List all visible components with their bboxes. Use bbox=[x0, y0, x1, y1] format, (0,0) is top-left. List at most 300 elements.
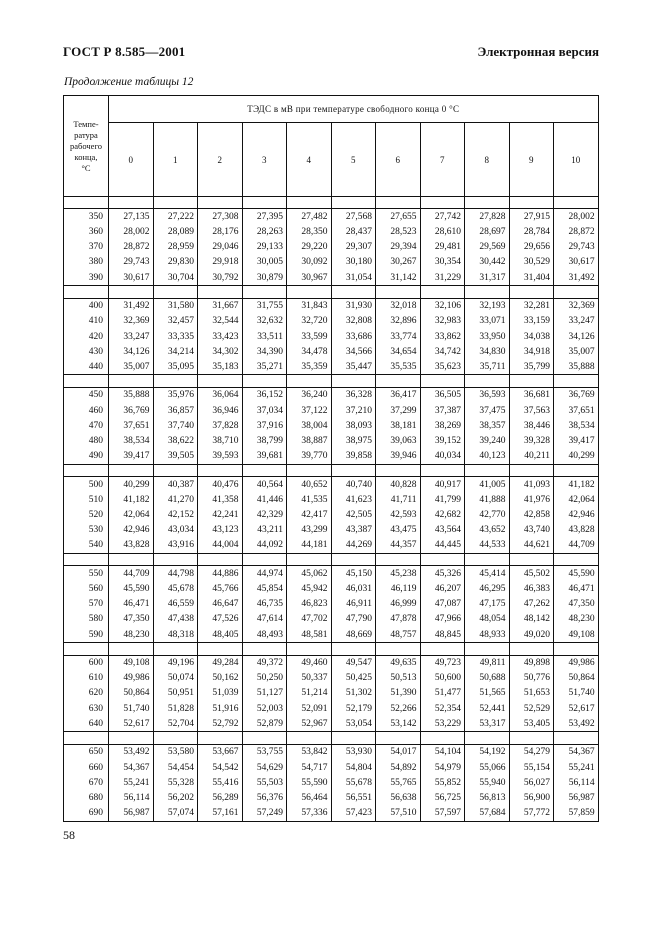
emf-value-cell: 51,740 bbox=[109, 701, 154, 716]
separator-cell bbox=[554, 732, 599, 744]
group-separator bbox=[64, 643, 599, 655]
emf-value-cell: 32,720 bbox=[287, 314, 332, 329]
emf-value-cell: 32,808 bbox=[331, 314, 376, 329]
separator-cell bbox=[287, 643, 332, 655]
separator-cell bbox=[420, 197, 465, 209]
emf-value-cell: 54,542 bbox=[198, 760, 243, 775]
emf-value-cell: 47,350 bbox=[568, 599, 595, 610]
emf-value-cell: 34,566 bbox=[331, 344, 376, 359]
emf-value-cell: 27,742 bbox=[420, 209, 465, 225]
emf-value-cell: 50,864 bbox=[568, 673, 595, 684]
emf-value-cell: 46,031 bbox=[331, 582, 376, 597]
emf-value-cell: 27,308 bbox=[198, 209, 243, 225]
table-row bbox=[64, 418, 599, 433]
separator-cell bbox=[331, 375, 376, 387]
separator-cell bbox=[198, 286, 243, 298]
temperature-cell: 590 bbox=[64, 627, 109, 643]
separator-cell bbox=[64, 375, 109, 387]
emf-value-cell: 57,249 bbox=[242, 805, 287, 821]
emf-value-cell: 36,505 bbox=[420, 387, 465, 403]
separator-cell bbox=[509, 375, 554, 387]
temperature-cell: 370 bbox=[64, 240, 109, 255]
emf-value-cell: 37,916 bbox=[242, 418, 287, 433]
column-header-6: 6 bbox=[376, 123, 421, 197]
emf-value-cell: 33,862 bbox=[420, 329, 465, 344]
temperature-cell: 530 bbox=[64, 523, 109, 538]
separator-cell bbox=[331, 553, 376, 565]
emf-value-cell: 40,211 bbox=[509, 449, 554, 465]
emf-value-cell: 49,986 bbox=[109, 671, 154, 686]
separator-cell bbox=[153, 643, 198, 655]
table-row bbox=[64, 805, 599, 821]
separator-cell bbox=[287, 375, 332, 387]
column-header-7: 7 bbox=[420, 123, 465, 197]
row-header-line: рабочего bbox=[70, 140, 102, 151]
separator-cell bbox=[198, 553, 243, 565]
separator-cell bbox=[153, 553, 198, 565]
emf-value-cell: 45,942 bbox=[287, 582, 332, 597]
emf-value-cell: 42,505 bbox=[331, 507, 376, 522]
row-header-line: ратура bbox=[74, 129, 98, 140]
emf-value-cell: 56,987 bbox=[109, 805, 154, 821]
emf-value-cell: 34,390 bbox=[242, 344, 287, 359]
emf-value-cell: 35,976 bbox=[153, 387, 198, 403]
emf-value-cell: 38,887 bbox=[287, 433, 332, 448]
emf-value-cell: 51,390 bbox=[376, 686, 421, 701]
separator-cell bbox=[198, 197, 243, 209]
emf-value-cell: 35,535 bbox=[376, 359, 421, 375]
emf-value-cell: 32,896 bbox=[376, 314, 421, 329]
table-row bbox=[64, 686, 599, 701]
emf-value-cell: 40,652 bbox=[287, 477, 332, 493]
separator-cell bbox=[242, 553, 287, 565]
emf-value-cell: 46,471 bbox=[568, 584, 595, 595]
emf-value-cell: 28,697 bbox=[465, 225, 510, 240]
emf-value-cell: 52,879 bbox=[242, 716, 287, 732]
emf-value-cell: 45,590 bbox=[568, 568, 595, 579]
emf-value-cell: 46,647 bbox=[198, 597, 243, 612]
emf-value-cell: 39,417 bbox=[109, 449, 154, 465]
emf-value-cell: 53,842 bbox=[287, 744, 332, 760]
temperature-cell: 500 bbox=[64, 477, 109, 493]
emf-value-cell: 35,007 bbox=[568, 346, 595, 357]
table-row bbox=[64, 655, 599, 671]
emf-value-cell: 56,725 bbox=[420, 790, 465, 805]
table-title: ТЭДС в мВ при температуре свободного конца 0 °С bbox=[109, 96, 599, 123]
emf-value-cell: 36,857 bbox=[153, 403, 198, 418]
separator-cell bbox=[331, 197, 376, 209]
separator-cell bbox=[242, 375, 287, 387]
emf-value-cell: 34,478 bbox=[287, 344, 332, 359]
emf-value-cell: 42,417 bbox=[287, 507, 332, 522]
emf-value-cell: 37,210 bbox=[331, 403, 376, 418]
emf-value-cell: 41,799 bbox=[420, 492, 465, 507]
emf-value-cell: 30,704 bbox=[153, 270, 198, 286]
emf-value-cell: 55,590 bbox=[287, 775, 332, 790]
emf-value-cell: 36,769 bbox=[568, 390, 595, 401]
emf-value-cell: 29,307 bbox=[331, 240, 376, 255]
separator-cell bbox=[153, 464, 198, 476]
emf-value-cell: 42,946 bbox=[109, 523, 154, 538]
emf-value-cell: 50,776 bbox=[509, 671, 554, 686]
emf-value-cell: 54,367 bbox=[568, 747, 595, 758]
emf-value-cell: 43,652 bbox=[465, 523, 510, 538]
emf-value-cell: 45,502 bbox=[509, 566, 554, 582]
page-number: 58 bbox=[63, 828, 75, 842]
emf-value-cell: 38,357 bbox=[465, 418, 510, 433]
emf-value-cell: 50,600 bbox=[420, 671, 465, 686]
emf-value-cell: 49,284 bbox=[198, 655, 243, 671]
emf-value-cell: 50,688 bbox=[465, 671, 510, 686]
emf-value-cell: 27,568 bbox=[331, 209, 376, 225]
emf-value-cell: 43,564 bbox=[420, 523, 465, 538]
emf-value-cell: 54,279 bbox=[509, 744, 554, 760]
emf-value-cell: 44,533 bbox=[465, 538, 510, 554]
emf-value-cell: 36,152 bbox=[242, 387, 287, 403]
emf-value-cell: 35,888 bbox=[568, 361, 595, 372]
emf-value-cell: 43,387 bbox=[331, 523, 376, 538]
emf-value-cell: 53,580 bbox=[153, 744, 198, 760]
table-row bbox=[64, 775, 599, 790]
emf-value-cell: 31,054 bbox=[331, 270, 376, 286]
separator-cell bbox=[376, 643, 421, 655]
table-row bbox=[64, 790, 599, 805]
emf-value-cell: 32,369 bbox=[568, 301, 595, 312]
emf-value-cell: 29,918 bbox=[198, 255, 243, 270]
emf-value-cell: 45,854 bbox=[242, 582, 287, 597]
separator-cell bbox=[64, 553, 109, 565]
emf-value-cell: 45,590 bbox=[109, 582, 154, 597]
emf-value-cell: 50,162 bbox=[198, 671, 243, 686]
emf-value-cell: 30,792 bbox=[198, 270, 243, 286]
emf-value-cell: 44,798 bbox=[153, 566, 198, 582]
emf-value-cell: 45,150 bbox=[331, 566, 376, 582]
emf-value-cell: 41,623 bbox=[331, 492, 376, 507]
emf-value-cell: 49,986 bbox=[568, 658, 595, 669]
emf-value-cell: 30,354 bbox=[420, 255, 465, 270]
table-row bbox=[64, 403, 599, 418]
emf-value-cell: 40,917 bbox=[420, 477, 465, 493]
temperature-cell: 400 bbox=[64, 298, 109, 314]
emf-value-cell: 27,655 bbox=[376, 209, 421, 225]
emf-value-cell: 57,161 bbox=[198, 805, 243, 821]
emf-value-cell: 49,020 bbox=[509, 627, 554, 643]
separator-cell bbox=[153, 732, 198, 744]
separator-cell bbox=[465, 286, 510, 298]
emf-value-cell: 39,152 bbox=[420, 433, 465, 448]
separator-cell bbox=[153, 197, 198, 209]
emf-value-cell: 34,126 bbox=[109, 344, 154, 359]
separator-cell bbox=[64, 643, 109, 655]
separator-cell bbox=[331, 464, 376, 476]
emf-value-cell: 28,089 bbox=[153, 225, 198, 240]
emf-value-cell: 40,740 bbox=[331, 477, 376, 493]
separator-cell bbox=[242, 286, 287, 298]
separator-cell bbox=[198, 732, 243, 744]
temperature-cell: 360 bbox=[64, 225, 109, 240]
emf-value-cell: 38,004 bbox=[287, 418, 332, 433]
emf-value-cell: 36,769 bbox=[109, 403, 154, 418]
emf-value-cell: 52,704 bbox=[153, 716, 198, 732]
separator-cell bbox=[509, 464, 554, 476]
emf-value-cell: 55,328 bbox=[153, 775, 198, 790]
emf-value-cell: 49,108 bbox=[109, 655, 154, 671]
emf-value-cell: 42,770 bbox=[465, 507, 510, 522]
emf-value-cell: 37,651 bbox=[568, 405, 595, 416]
emf-value-cell: 43,211 bbox=[242, 523, 287, 538]
emf-value-cell: 38,093 bbox=[331, 418, 376, 433]
emf-value-cell: 52,354 bbox=[420, 701, 465, 716]
emf-value-cell: 55,678 bbox=[331, 775, 376, 790]
emf-value-cell: 53,054 bbox=[331, 716, 376, 732]
emf-value-cell: 29,830 bbox=[153, 255, 198, 270]
temperature-cell: 490 bbox=[64, 449, 109, 465]
emf-value-cell: 39,063 bbox=[376, 433, 421, 448]
emf-value-cell: 56,202 bbox=[153, 790, 198, 805]
emf-value-cell: 41,182 bbox=[109, 492, 154, 507]
emf-value-cell: 32,018 bbox=[376, 298, 421, 314]
separator-cell bbox=[509, 643, 554, 655]
table-row bbox=[64, 225, 599, 240]
emf-value-cell: 44,269 bbox=[331, 538, 376, 554]
emf-value-cell: 55,241 bbox=[568, 762, 595, 773]
table-row bbox=[64, 582, 599, 597]
separator-cell bbox=[420, 464, 465, 476]
emf-value-cell: 48,933 bbox=[465, 627, 510, 643]
emf-value-cell: 57,859 bbox=[568, 808, 595, 819]
emf-value-cell: 41,711 bbox=[376, 492, 421, 507]
emf-value-cell: 35,711 bbox=[465, 359, 510, 375]
emf-value-cell: 37,122 bbox=[287, 403, 332, 418]
emf-value-cell: 46,735 bbox=[242, 597, 287, 612]
separator-cell bbox=[331, 286, 376, 298]
emf-value-cell: 56,464 bbox=[287, 790, 332, 805]
emf-value-cell: 42,858 bbox=[509, 507, 554, 522]
emf-value-cell: 27,395 bbox=[242, 209, 287, 225]
emf-value-cell: 39,505 bbox=[153, 449, 198, 465]
emf-value-cell: 41,182 bbox=[568, 479, 595, 490]
emf-value-cell: 47,790 bbox=[331, 612, 376, 627]
emf-value-cell: 46,999 bbox=[376, 597, 421, 612]
emf-value-cell: 47,438 bbox=[153, 612, 198, 627]
emf-value-cell: 32,632 bbox=[242, 314, 287, 329]
emf-value-cell: 38,534 bbox=[568, 420, 595, 431]
emf-value-cell: 41,358 bbox=[198, 492, 243, 507]
emf-value-cell: 42,152 bbox=[153, 507, 198, 522]
emf-value-cell: 49,372 bbox=[242, 655, 287, 671]
emf-value-cell: 33,511 bbox=[242, 329, 287, 344]
emf-value-cell: 32,983 bbox=[420, 314, 465, 329]
emf-value-cell: 28,523 bbox=[376, 225, 421, 240]
emf-value-cell: 52,266 bbox=[376, 701, 421, 716]
emf-value-cell: 55,154 bbox=[509, 760, 554, 775]
emf-value-cell: 47,526 bbox=[198, 612, 243, 627]
separator-cell bbox=[554, 286, 599, 298]
column-header-4: 4 bbox=[287, 123, 332, 197]
emf-value-cell: 56,638 bbox=[376, 790, 421, 805]
emf-value-cell: 28,176 bbox=[198, 225, 243, 240]
separator-cell bbox=[420, 286, 465, 298]
temperature-cell: 570 bbox=[64, 597, 109, 612]
emf-value-cell: 54,104 bbox=[420, 744, 465, 760]
temperature-cell: 600 bbox=[64, 655, 109, 671]
emf-value-cell: 38,710 bbox=[198, 433, 243, 448]
temperature-cell: 420 bbox=[64, 329, 109, 344]
emf-value-cell: 36,240 bbox=[287, 387, 332, 403]
emf-value-cell: 41,535 bbox=[287, 492, 332, 507]
emf-value-cell: 40,828 bbox=[376, 477, 421, 493]
emf-value-cell: 29,394 bbox=[376, 240, 421, 255]
emf-value-cell: 44,709 bbox=[109, 566, 154, 582]
emf-value-cell: 51,653 bbox=[509, 686, 554, 701]
emf-value-cell: 54,979 bbox=[420, 760, 465, 775]
emf-value-cell: 43,916 bbox=[153, 538, 198, 554]
emf-value-cell: 34,302 bbox=[198, 344, 243, 359]
separator-cell bbox=[331, 732, 376, 744]
emf-value-cell: 44,181 bbox=[287, 538, 332, 554]
emf-value-cell: 32,544 bbox=[198, 314, 243, 329]
emf-value-cell: 50,425 bbox=[331, 671, 376, 686]
table-row bbox=[64, 477, 599, 493]
emf-value-cell: 56,114 bbox=[568, 777, 595, 788]
emf-value-cell: 43,828 bbox=[109, 538, 154, 554]
emf-value-cell: 36,681 bbox=[509, 387, 554, 403]
emf-value-cell: 37,740 bbox=[153, 418, 198, 433]
emf-value-cell: 33,335 bbox=[153, 329, 198, 344]
separator-cell bbox=[465, 464, 510, 476]
separator-cell bbox=[287, 732, 332, 744]
emf-value-cell: 36,064 bbox=[198, 387, 243, 403]
table-row bbox=[64, 566, 599, 582]
emf-value-cell: 52,441 bbox=[465, 701, 510, 716]
emf-value-cell: 33,423 bbox=[198, 329, 243, 344]
emf-value-cell: 32,457 bbox=[153, 314, 198, 329]
emf-value-cell: 34,038 bbox=[509, 329, 554, 344]
emf-value-cell: 36,593 bbox=[465, 387, 510, 403]
emf-value-cell: 38,269 bbox=[420, 418, 465, 433]
emf-value-cell: 39,240 bbox=[465, 433, 510, 448]
separator-cell bbox=[509, 553, 554, 565]
emf-value-cell: 39,770 bbox=[287, 449, 332, 465]
emf-value-cell: 51,740 bbox=[568, 688, 595, 699]
emf-value-cell: 37,475 bbox=[465, 403, 510, 418]
emf-value-cell: 35,095 bbox=[153, 359, 198, 375]
table-row bbox=[64, 701, 599, 716]
emf-value-cell: 31,580 bbox=[153, 298, 198, 314]
emf-value-cell: 45,238 bbox=[376, 566, 421, 582]
emf-value-cell: 48,318 bbox=[153, 627, 198, 643]
table-row bbox=[64, 597, 599, 612]
emf-value-cell: 45,678 bbox=[153, 582, 198, 597]
emf-value-cell: 48,581 bbox=[287, 627, 332, 643]
emf-value-cell: 49,196 bbox=[153, 655, 198, 671]
emf-value-cell: 44,886 bbox=[198, 566, 243, 582]
emf-value-cell: 27,222 bbox=[153, 209, 198, 225]
emf-value-cell: 40,564 bbox=[242, 477, 287, 493]
emf-value-cell: 44,709 bbox=[568, 540, 595, 551]
emf-value-cell: 45,062 bbox=[287, 566, 332, 582]
emf-value-cell: 52,617 bbox=[109, 716, 154, 732]
emf-table bbox=[63, 95, 599, 822]
emf-value-cell: 44,004 bbox=[198, 538, 243, 554]
table-row bbox=[64, 240, 599, 255]
separator-cell bbox=[554, 375, 599, 387]
temperature-cell: 540 bbox=[64, 538, 109, 554]
emf-value-cell: 52,617 bbox=[568, 703, 595, 714]
emf-value-cell: 39,417 bbox=[568, 435, 595, 446]
emf-value-cell: 29,046 bbox=[198, 240, 243, 255]
emf-value-cell: 31,843 bbox=[287, 298, 332, 314]
table-row bbox=[64, 492, 599, 507]
emf-value-cell: 49,547 bbox=[331, 655, 376, 671]
emf-value-cell: 32,106 bbox=[420, 298, 465, 314]
emf-value-cell: 38,446 bbox=[509, 418, 554, 433]
emf-value-cell: 44,974 bbox=[242, 566, 287, 582]
separator-cell bbox=[554, 197, 599, 209]
table-row bbox=[64, 538, 599, 554]
emf-value-cell: 57,684 bbox=[465, 805, 510, 821]
temperature-cell: 690 bbox=[64, 805, 109, 821]
table-row bbox=[64, 387, 599, 403]
emf-value-cell: 28,872 bbox=[568, 227, 595, 238]
separator-cell bbox=[465, 643, 510, 655]
emf-value-cell: 30,617 bbox=[568, 257, 595, 268]
emf-value-cell: 42,682 bbox=[420, 507, 465, 522]
emf-value-cell: 35,799 bbox=[509, 359, 554, 375]
emf-value-cell: 51,039 bbox=[198, 686, 243, 701]
emf-value-cell: 39,946 bbox=[376, 449, 421, 465]
emf-value-cell: 57,772 bbox=[509, 805, 554, 821]
emf-value-cell: 54,717 bbox=[287, 760, 332, 775]
emf-value-cell: 48,142 bbox=[509, 612, 554, 627]
separator-cell bbox=[109, 375, 154, 387]
table-row bbox=[64, 433, 599, 448]
emf-value-cell: 31,142 bbox=[376, 270, 421, 286]
emf-value-cell: 40,034 bbox=[420, 449, 465, 465]
temperature-cell: 550 bbox=[64, 566, 109, 582]
emf-value-cell: 35,888 bbox=[109, 387, 154, 403]
temperature-cell: 510 bbox=[64, 492, 109, 507]
row-header-line: Темпе- bbox=[73, 118, 99, 129]
emf-value-cell: 42,064 bbox=[109, 507, 154, 522]
emf-value-cell: 50,864 bbox=[109, 686, 154, 701]
separator-cell bbox=[64, 464, 109, 476]
emf-value-cell: 47,087 bbox=[420, 597, 465, 612]
emf-value-cell: 43,828 bbox=[568, 525, 595, 536]
emf-value-cell: 30,180 bbox=[331, 255, 376, 270]
emf-value-cell: 37,387 bbox=[420, 403, 465, 418]
emf-value-cell: 43,475 bbox=[376, 523, 421, 538]
separator-cell bbox=[198, 643, 243, 655]
temperature-cell: 430 bbox=[64, 344, 109, 359]
emf-value-cell: 52,967 bbox=[287, 716, 332, 732]
separator-cell bbox=[109, 464, 154, 476]
emf-value-cell: 42,329 bbox=[242, 507, 287, 522]
temperature-cell: 670 bbox=[64, 775, 109, 790]
table-row bbox=[64, 507, 599, 522]
temperature-cell: 650 bbox=[64, 744, 109, 760]
emf-value-cell: 29,743 bbox=[568, 242, 595, 253]
group-separator bbox=[64, 464, 599, 476]
separator-cell bbox=[331, 643, 376, 655]
emf-value-cell: 51,916 bbox=[198, 701, 243, 716]
group-separator bbox=[64, 375, 599, 387]
emf-value-cell: 57,423 bbox=[331, 805, 376, 821]
emf-value-cell: 37,828 bbox=[198, 418, 243, 433]
emf-value-cell: 54,367 bbox=[109, 760, 154, 775]
emf-value-cell: 45,766 bbox=[198, 582, 243, 597]
table-row bbox=[64, 716, 599, 732]
